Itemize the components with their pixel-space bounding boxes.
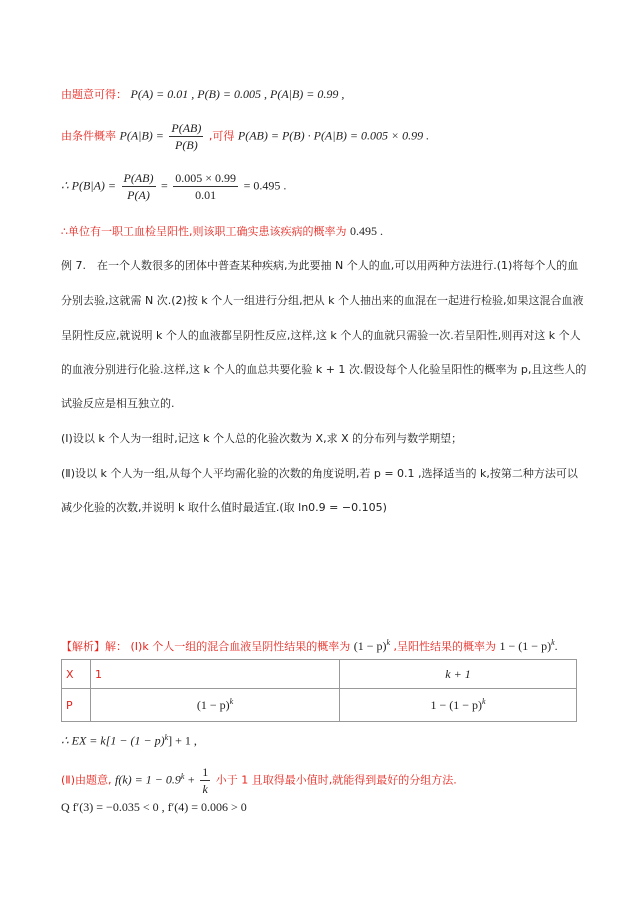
solution-part1: (Ⅰ)k 个人一组的混合血液呈阴性结果的概率为 xyxy=(130,640,351,653)
fraction-denominator: P(B) xyxy=(175,138,198,152)
conclusion-text: ∴单位有一职工血检呈阳性,则该职工确实患该疾病的概率为 xyxy=(61,225,347,238)
conclusion-value: 0.495 . xyxy=(350,224,383,238)
expectation-rhs: ] + 1 , xyxy=(168,733,197,748)
fraction-numerator: P(AB) xyxy=(171,121,202,135)
line-result xyxy=(61,170,286,203)
fraction-denominator: k xyxy=(202,782,208,796)
derivative-line: Q f′(3) = −0.035 < 0 , f′(4) = 0.006 > 0 xyxy=(61,800,247,814)
solution-part2: ,呈阳性结果的概率为 xyxy=(393,640,497,653)
result-rhs: = 0.495 . xyxy=(243,178,287,193)
result-eq: = xyxy=(161,178,168,193)
table-cell: P xyxy=(62,689,91,722)
expectation-exp: k xyxy=(164,733,169,742)
question-2-line-2: 减少化验的次数,并说明 k 取什么值时最适宜.(取 ln0.9 = −0.105) xyxy=(61,501,387,514)
part2-line xyxy=(61,764,457,797)
conditional-lhs: P(A|B) = xyxy=(119,128,164,143)
part2-math: f(k) = 1 − 0.9 xyxy=(115,772,181,787)
example-line-2: 分别去验,这就需 N 次.(2)按 k 个人一组进行分组,把从 k 个人抽出来的血混在一起进行检验,如果这混合血液 xyxy=(61,294,584,307)
fraction-numerator: 1 xyxy=(202,765,209,779)
given-label: 由题意可得： xyxy=(61,88,127,101)
table-row xyxy=(62,689,577,722)
part2-exp: k xyxy=(180,771,185,781)
line-conclusion xyxy=(61,224,383,239)
expectation-line xyxy=(61,731,197,749)
conditional-label: 由条件概率 xyxy=(61,129,116,143)
solution-part1-math: $(1 - p)^k$ xyxy=(353,638,391,653)
example-line-5: 试验反应是相互独立的. xyxy=(61,397,175,410)
fraction-numerator: 0.005 × 0.99 xyxy=(175,171,237,185)
fraction-denominator: P(A) xyxy=(127,188,150,202)
fraction-denominator: 0.01 xyxy=(195,188,217,202)
question-2-line-1: (Ⅱ)设以 k 个人为一组,从每个人平均需化验的次数的角度说明,若 p = 0.1 ,选择适当的 k,按第二种方法可以 xyxy=(61,467,578,480)
result-fraction-1 xyxy=(122,170,156,203)
solution-tag: 【解析】解： xyxy=(61,640,127,653)
line-given xyxy=(61,87,344,102)
table-cell: $(1 - p)^k$ xyxy=(91,689,340,722)
fraction-numerator: P(AB) xyxy=(123,171,154,185)
part2-text: 小于 1 且取得最小值时,就能得到最好的分组方法. xyxy=(215,773,457,787)
example-line-3: 呈阴性反应,就说明 k 个人的血液都呈阴性反应,这样,这 k 个人的血就只需验一次.若呈阳性,则再对这 k 个人 xyxy=(61,329,581,342)
table-row xyxy=(62,660,577,689)
table-cell: 1 xyxy=(91,660,340,689)
result-fraction-2 xyxy=(173,170,238,203)
example-line-4: 的血液分别进行化验.这样,这 k 个人的血总共要化验 k + 1 次.假设每个人化验呈阳性的概率为 p,且这些人的 xyxy=(61,363,587,376)
part2-fraction xyxy=(200,764,210,797)
table-cell: $1 - (1 - p)^k$ xyxy=(340,689,577,722)
given-math: P(A) = 0.01 , P(B) = 0.005 , P(A|B) = 0.99 , xyxy=(130,87,345,101)
part2-plus: + xyxy=(187,772,195,787)
expectation-lhs: ∴ EX = k[1 − (1 − p) xyxy=(61,733,165,748)
example-line-1: 例 7. 在一个人数很多的团体中普查某种疾病,为此要抽 N 个人的血,可以用两种方法进行.(1)将每个人的血 xyxy=(61,259,579,272)
question-1: (Ⅰ)设以 k 个人为一组时,记这 k 个人总的化验次数为 X,求 X 的分布列与数学期望； xyxy=(61,432,463,445)
line-conditional xyxy=(61,120,429,153)
conditional-mid: ,可得 xyxy=(208,129,235,143)
solution-part2-math: $1 - (1 - p)^k$. xyxy=(499,638,558,653)
result-lhs: ∴ P(B|A) = xyxy=(61,178,117,193)
table-cell: X xyxy=(62,660,91,689)
table-cell: k + 1 xyxy=(340,660,577,689)
conditional-rhs: P(AB) = P(B) · P(A|B) = 0.005 × 0.99 . xyxy=(237,128,430,143)
solution-line xyxy=(61,636,558,654)
part2-label: (Ⅱ)由题意, xyxy=(61,773,112,787)
conditional-fraction xyxy=(169,120,203,153)
distribution-table xyxy=(61,659,577,722)
